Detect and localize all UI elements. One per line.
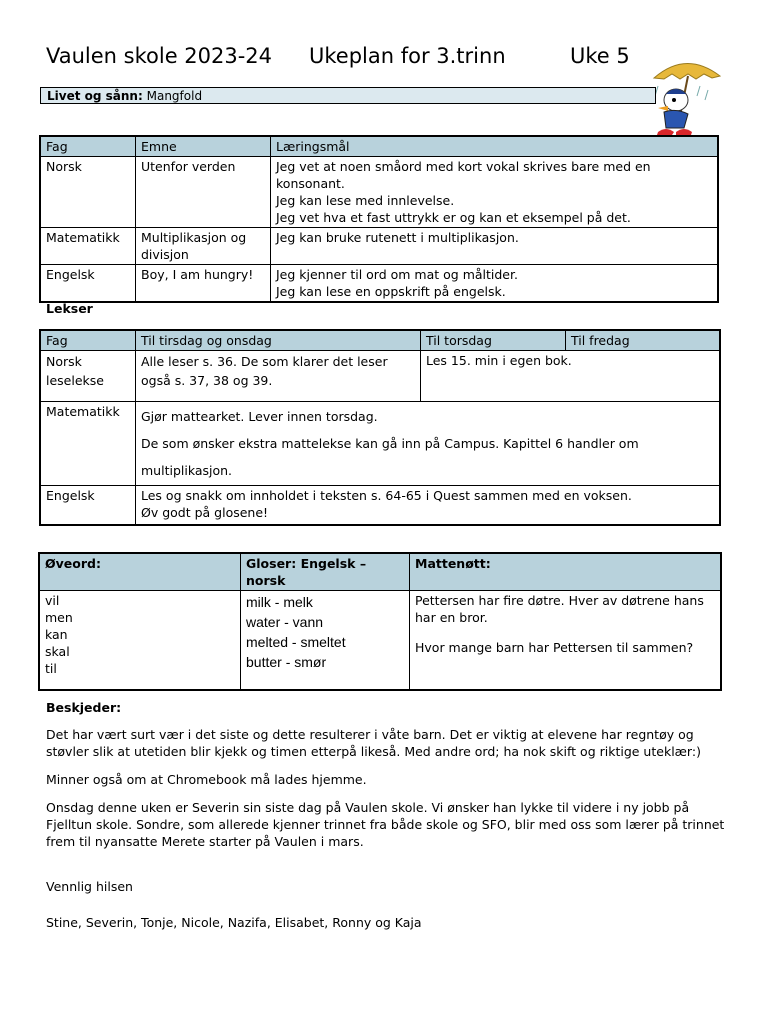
messages-title: Beskjeder: [46,700,122,715]
homework-row-matematikk [40,402,720,486]
goals-header-maal: Læringsmål [271,136,719,157]
goals-row-norsk [40,157,718,228]
goals-header-emne: Emne [136,136,271,157]
homework-header-fredag: Til fredag [566,330,721,351]
goal-line: Jeg vet at noen småord med kort vokal skrives bare med en [276,159,651,174]
homework-torsdag: Les 15. min i egen bok. [421,351,721,402]
mattenott-cell [410,591,722,691]
goal-line: Jeg kan lese med innlevelse. [276,193,455,208]
goals-row-matematikk [40,228,718,265]
homework-row-norsk [40,351,720,402]
oveord-item: skal [45,644,70,659]
goals-emne: Boy, I am hungry! [136,265,271,303]
homework-header-torsdag: Til torsdag [421,330,566,351]
homework-line: Øv godt på glosene! [141,505,269,520]
homework-engelsk-text [136,486,721,526]
duck-umbrella-illustration [650,56,722,142]
homework-line: Gjør mattearket. Lever innen torsdag. [141,409,378,424]
oveord-item: kan [45,627,68,642]
homework-line: Les og snakk om innholdet i teksten s. 64-65 i Quest sammen med en voksen. [141,488,632,503]
gloser-list [241,591,410,691]
gloser-header: Gloser: Engelsk – norsk [241,553,410,591]
glose-item: melted - smeltet [246,634,346,650]
goals-maal [271,228,719,265]
plan-title: Ukeplan for 3.trinn [309,44,506,68]
theme-label: Livet og sånn: [47,89,143,103]
glose-item: milk - melk [246,594,313,610]
lekser-label: Lekser [46,301,93,316]
goals-header-fag: Fag [40,136,136,157]
goals-emne: Utenfor verden [136,157,271,228]
theme-value: Mangfold [146,89,203,103]
glose-item: water - vann [246,614,324,630]
oveord-list [39,591,241,691]
mattenott-text: Pettersen har fire døtre. Hver av døtrene hans har en bror. [415,593,704,625]
message-paragraph: Minner også om at Chromebook må lades hjemme. [46,772,367,787]
homework-fag: Matematikk [40,402,136,486]
homework-table [39,329,721,526]
goals-fag: Engelsk [40,265,136,303]
message-paragraph: Det har vært surt vær i det siste og dette resulterer i våte barn. Det er viktig at elevene har regntøy og støvler slik at utetiden blir kjekk og timen etterpå likeså. Med andre ord; ha nok skift og riktige uteklær:) [46,727,701,759]
goals-maal [271,265,719,303]
signature: Stine, Severin, Tonje, Nicole, Nazifa, Elisabet, Ronny og Kaja [46,915,422,930]
school-title: Vaulen skole 2023-24 [46,44,273,68]
oveord-item: til [45,661,57,676]
goals-row-engelsk [40,265,718,303]
week-title: Uke 5 [570,44,630,68]
goals-emne: Multiplikasjon og divisjon [136,228,271,265]
goals-maal [271,157,719,228]
message-paragraph: Onsdag denne uken er Severin sin siste dag på Vaulen skole. Vi ønsker han lykke til videre i ny jobb på Fjelltun skole. Sondre, som allerede kjenner trinnet fra både skole og SFO, blir med oss som lærer på trinnet frem til nyansatte Merete starter på Vaulen i mars. [46,800,725,849]
mattenott-header: Mattenøtt: [410,553,722,591]
homework-tirsdag: Alle leser s. 36. De som klarer det leser også s. 37, 38 og 39. [136,351,421,402]
goals-fag: Matematikk [40,228,136,265]
homework-header-tirsdag: Til tirsdag og onsdag [136,330,421,351]
goal-line: Jeg kan lese en oppskrift på engelsk. [276,284,506,299]
homework-fag: Norsk leselekse [40,351,136,402]
homework-header-fag: Fag [40,330,136,351]
theme-bar [40,87,656,104]
oveord-item: men [45,610,73,625]
homework-line: De som ønsker ekstra mattelekse kan gå inn på Campus. Kapittel 6 handler om [141,436,639,451]
mattenott-question: Hvor mange barn har Pettersen til sammen? [415,640,694,655]
homework-row-engelsk [40,486,720,526]
homework-line: multiplikasjon. [141,463,233,478]
goal-line: Jeg kan bruke rutenett i multiplikasjon. [276,230,519,245]
oveord-item: vil [45,593,60,608]
greeting: Vennlig hilsen [46,879,133,894]
goal-line: Jeg vet hva et fast uttrykk er og kan et eksempel på det. [276,210,631,225]
homework-matte-text [136,402,721,486]
bottom-table [38,552,722,691]
oveord-header: Øveord: [39,553,241,591]
goals-fag: Norsk [40,157,136,228]
goals-table [39,135,719,303]
goal-line: konsonant. [276,176,345,191]
glose-item: butter - smør [246,654,327,670]
homework-fag: Engelsk [40,486,136,526]
goal-line: Jeg kjenner til ord om mat og måltider. [276,267,518,282]
